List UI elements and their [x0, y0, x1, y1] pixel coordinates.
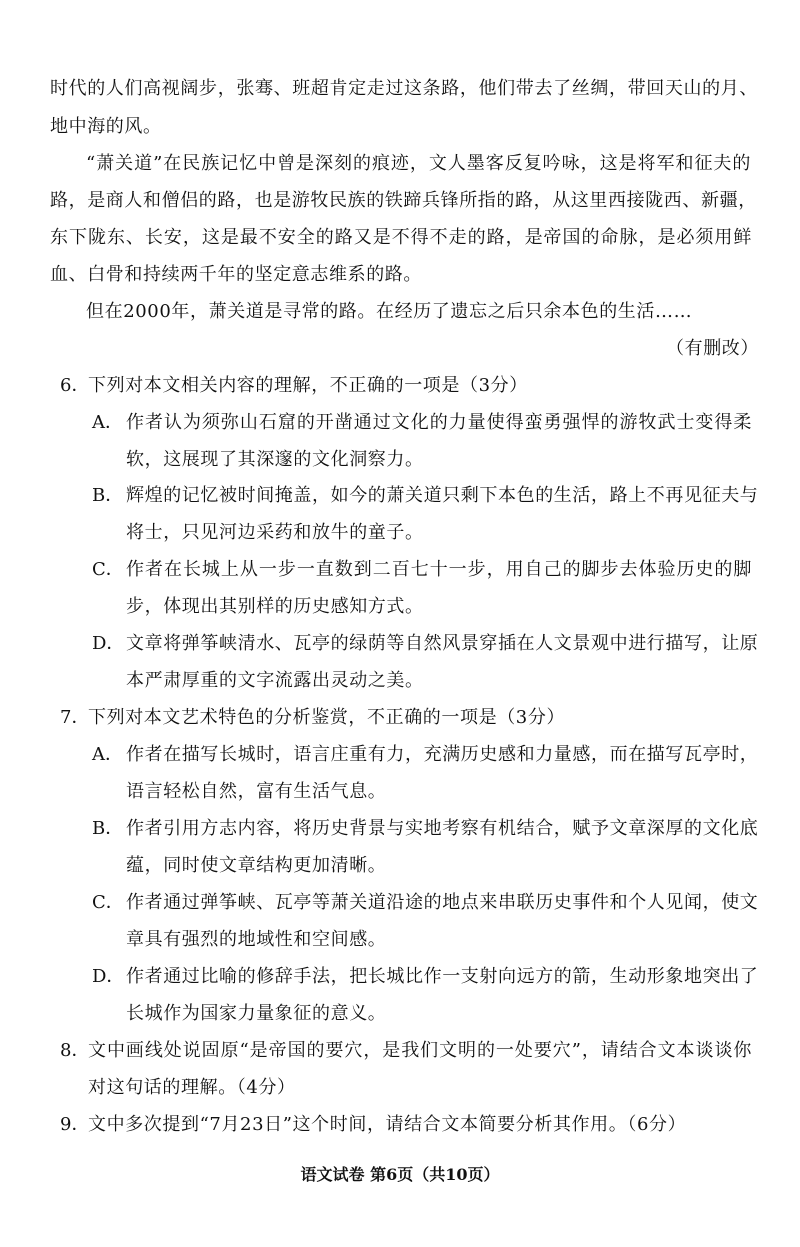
option-text: 语言轻松自然，富有生活气息。: [126, 781, 387, 802]
question-number: 7．: [60, 707, 90, 728]
passage-line: 但在2000年，萧关道是寻常的路。在经历了遗忘之后只余本色的生活……: [86, 301, 693, 322]
question-number: 6．: [60, 375, 90, 396]
option-letter: A．: [92, 744, 123, 765]
option-text: 作者通过比喻的修辞手法，把长城比作一支射向远方的箭，生动形象地突出了: [126, 966, 759, 987]
passage-line: 血、白骨和持续两千年的坚定意志维系的路。: [50, 264, 422, 285]
question-stem: 下列对本文艺术特色的分析鉴赏，不正确的一项是（3分）: [88, 707, 566, 728]
option-letter: A．: [92, 412, 123, 433]
option-text: 蕴，同时使文章结构更加清晰。: [126, 855, 387, 876]
option-text: 文章将弹筝峡清水、瓦亭的绿荫等自然风景穿插在人文景观中进行描写，让原: [126, 633, 759, 654]
question-stem: 下列对本文相关内容的理解，不正确的一项是（3分）: [88, 375, 528, 396]
option-text: 作者在长城上从一步一直数到二百七十一步，用自己的脚步去体验历史的脚: [126, 559, 752, 580]
option-text: 长城作为国家力量象征的意义。: [126, 1003, 387, 1024]
option-text: 作者通过弹筝峡、瓦亭等萧关道沿途的地点来串联历史事件和个人见闻，使文: [126, 892, 759, 913]
passage-line: 时代的人们高视阔步，张骞、班超肯定走过这条路，他们带去了丝绸，带回天山的月、: [50, 78, 758, 99]
question-stem: 文中画线处说固原“是帝国的要穴，是我们文明的一处要穴”，请结合文本谈谈你: [88, 1040, 752, 1061]
option-letter: C．: [92, 892, 124, 913]
passage-line: 地中海的风。: [50, 116, 162, 137]
option-letter: B．: [92, 485, 124, 506]
question-number: 8．: [60, 1040, 90, 1061]
passage-line: 路，是商人和僧侣的路，也是游牧民族的铁蹄兵锋所指的路，从这里西接陇西、新疆，: [50, 190, 757, 211]
option-letter: C．: [92, 559, 124, 580]
option-letter: D．: [92, 966, 125, 987]
option-text: 作者在描写长城时，语言庄重有力，充满历史感和力量感，而在描写瓦亭时，: [126, 744, 759, 765]
option-text: 步，体现出其别样的历史感知方式。: [126, 596, 424, 617]
page-footer: 语文试卷 第6页（共10页）: [300, 1165, 500, 1184]
option-letter: B．: [92, 818, 124, 839]
option-text: 章具有强烈的地域性和空间感。: [126, 929, 387, 950]
option-text: 软，这展现了其深邃的文化洞察力。: [126, 449, 424, 470]
option-letter: D．: [92, 633, 125, 654]
question-number: 9．: [60, 1114, 90, 1135]
question-stem: 文中多次提到“7月23日”这个时间，请结合文本简要分析其作用。（6分）: [88, 1114, 687, 1135]
option-text: 辉煌的记忆被时间掩盖，如今的萧关道只剩下本色的生活，路上不再见征夫与: [126, 485, 759, 506]
passage-line: 东下陇东、长安，这是最不安全的路又是不得不走的路，是帝国的命脉，是必须用鲜: [50, 227, 752, 248]
passage-line: “萧关道”在民族记忆中曾是深刻的痕迹，文人墨客反复吟咏，这是将军和征夫的: [86, 153, 751, 174]
option-text: 作者认为须弥山石窟的开凿通过文化的力量使得蛮勇强悍的游牧武士变得柔: [126, 412, 752, 433]
source-note: （有删改）: [666, 338, 759, 359]
option-text: 本严肃厚重的文字流露出灵动之美。: [126, 670, 424, 691]
question-stem: 对这句话的理解。（4分）: [88, 1077, 296, 1098]
option-text: 将士，只见河边采药和放牛的童子。: [126, 522, 424, 543]
option-text: 作者引用方志内容，将历史背景与实地考察有机结合，赋予文章深厚的文化底: [126, 818, 759, 839]
